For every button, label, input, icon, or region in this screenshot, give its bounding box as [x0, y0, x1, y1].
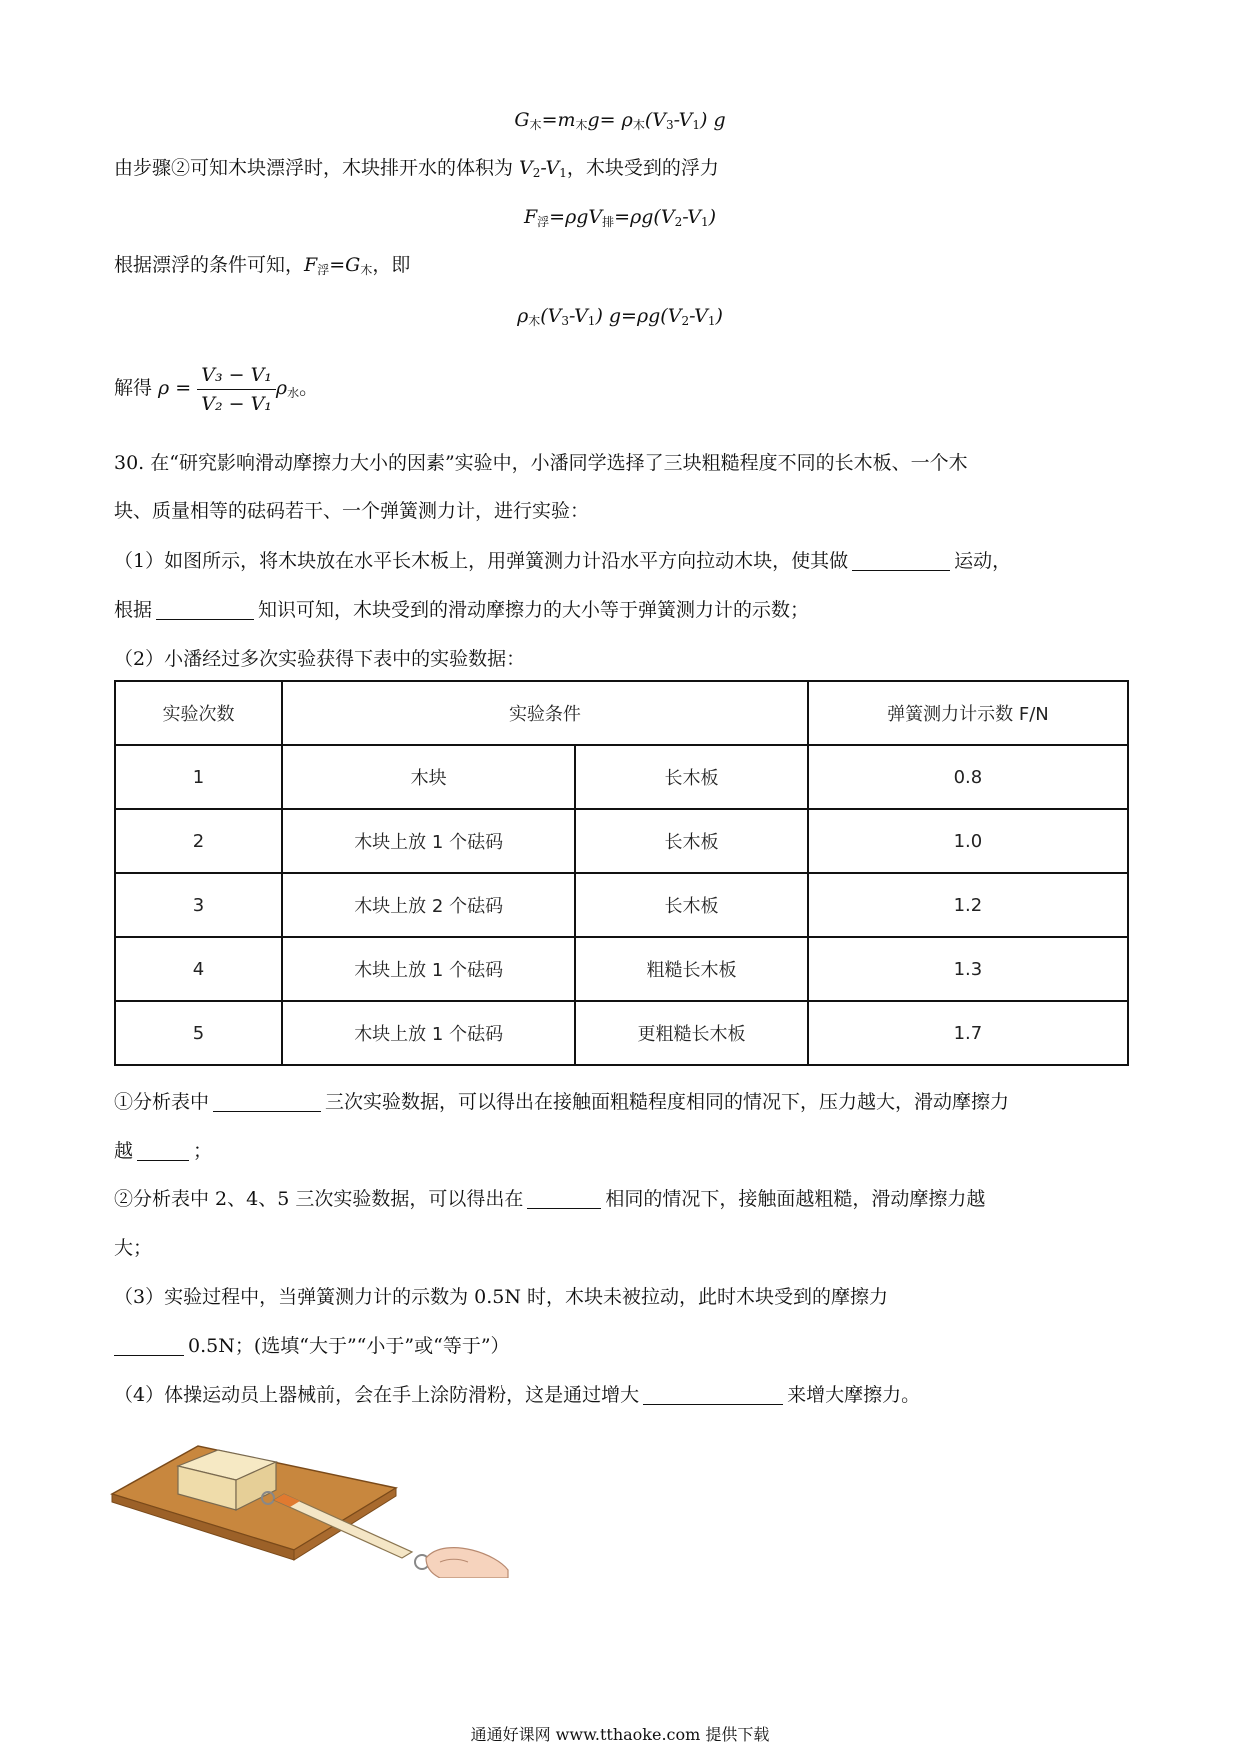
solution-text-float-condition: 根据漂浮的条件可知，$F_浮=G_木$，即	[114, 254, 411, 277]
table-row	[115, 809, 1128, 873]
table-row	[115, 745, 1128, 809]
table-cell: 1	[115, 745, 282, 809]
answer-blank-condition[interactable]	[527, 1186, 601, 1209]
table-cell: 1.2	[808, 873, 1128, 937]
table-row	[115, 873, 1128, 937]
table-cell: 木块上放 2 个砝码	[282, 873, 575, 937]
table-cell: 1.7	[808, 1001, 1128, 1065]
question-part1-line2: 根据 知识可知，木块受到的滑动摩擦力的大小等于弹簧测力计的示数；	[114, 599, 810, 621]
answer-blank-motion[interactable]	[852, 548, 950, 571]
table-header-cell: 实验次数	[115, 681, 282, 745]
table-header-cell: 实验条件	[282, 681, 808, 745]
table-cell: 0.8	[808, 745, 1128, 809]
question-intro-line1: 30. 在“研究影响滑动摩擦力大小的因素”实验中，小潘同学选择了三块粗糙程度不同的长木板、一个木	[114, 452, 968, 474]
table-cell: 长木板	[575, 873, 808, 937]
table-cell: 长木板	[575, 745, 808, 809]
table-cell: 粗糙长木板	[575, 937, 808, 1001]
solution-result: 解得 ρ = $\frac{\text{V₃ − V₁}}{\text{V₂ − V₁}}$ $\rho_水$。	[114, 363, 319, 415]
table-cell: 1.0	[808, 809, 1128, 873]
table-cell: 5	[115, 1001, 282, 1065]
table-cell: 木块上放 1 个砝码	[282, 809, 575, 873]
question-part1-line1: （1）如图所示，将木块放在水平长木板上，用弹簧测力计沿水平方向拉动木块，使其做 运动，	[114, 550, 1012, 572]
question-analysis-2-cont: 大；	[114, 1237, 153, 1259]
table-header-row	[115, 681, 1128, 745]
answer-blank-compare[interactable]	[114, 1333, 184, 1356]
hand	[426, 1548, 508, 1578]
question-part2-intro: （2）小潘经过多次实验获得下表中的实验数据：	[114, 648, 526, 670]
answer-blank-larger[interactable]	[137, 1138, 189, 1161]
table-header-cell: 弹簧测力计示数 F/N	[808, 681, 1128, 745]
density-fraction: $\frac{\text{V₃ − V₁}}{\text{V₂ − V₁}}$	[197, 363, 276, 416]
page-footer: 通通好课网 www.tthaoke.com 提供下载	[470, 1725, 770, 1744]
table-cell: 长木板	[575, 809, 808, 873]
table-cell: 3	[115, 873, 282, 937]
table-cell: 木块	[282, 745, 575, 809]
question-intro-line2: 块、质量相等的砝码若干、一个弹簧测力计，进行实验：	[114, 500, 590, 522]
table-cell: 1.3	[808, 937, 1128, 1001]
answer-blank-method[interactable]	[643, 1382, 783, 1405]
question-part3-line1: （3）实验过程中，当弹簧测力计的示数为 0.5N 时，木块未被拉动，此时木块受到的摩擦力	[114, 1286, 889, 1308]
table-row	[115, 1001, 1128, 1065]
equation-balance: $\rho_木(V_3-V_1)$ $g=\rho g(V_2-V_1)$	[517, 305, 723, 328]
table-cell: 4	[115, 937, 282, 1001]
answer-blank-knowledge[interactable]	[156, 597, 254, 620]
solution-text-volume: 由步骤②可知木块漂浮时，木块排开水的体积为 $V_2-V_1$，木块受到的浮力	[114, 157, 719, 180]
experiment-data-table	[114, 680, 1129, 1066]
question-part3-line2: 0.5N；(选填“大于”“小于”或“等于”）	[114, 1332, 510, 1360]
question-part4: （4）体操运动员上器械前，会在手上涂防滑粉，这是通过增大 来增大摩擦力。	[114, 1384, 921, 1406]
table-cell: 更粗糙长木板	[575, 1001, 808, 1065]
table-cell: 木块上放 1 个砝码	[282, 1001, 575, 1065]
table-cell: 2	[115, 809, 282, 873]
equation-gravity: $G_木=m_木g= \rho_木(V_3-V_1)$ g	[514, 109, 726, 132]
equation-buoyancy: $F_浮=\rho gV_排=\rho g(V_2-V_1)$	[523, 206, 717, 229]
question-analysis-1-cont: 越 ；	[114, 1140, 213, 1162]
question-analysis-2: ②分析表中 2、4、5 三次实验数据，可以得出在 相同的情况下，接触面越粗糙，滑动摩擦力越	[114, 1188, 986, 1210]
experiment-illustration	[110, 1428, 510, 1578]
table-row	[115, 937, 1128, 1001]
table-cell: 木块上放 1 个砝码	[282, 937, 575, 1001]
answer-blank-trials[interactable]	[213, 1089, 321, 1112]
question-analysis-1: ①分析表中 三次实验数据，可以得出在接触面粗糙程度相同的情况下，压力越大，滑动摩擦力	[114, 1091, 1010, 1113]
